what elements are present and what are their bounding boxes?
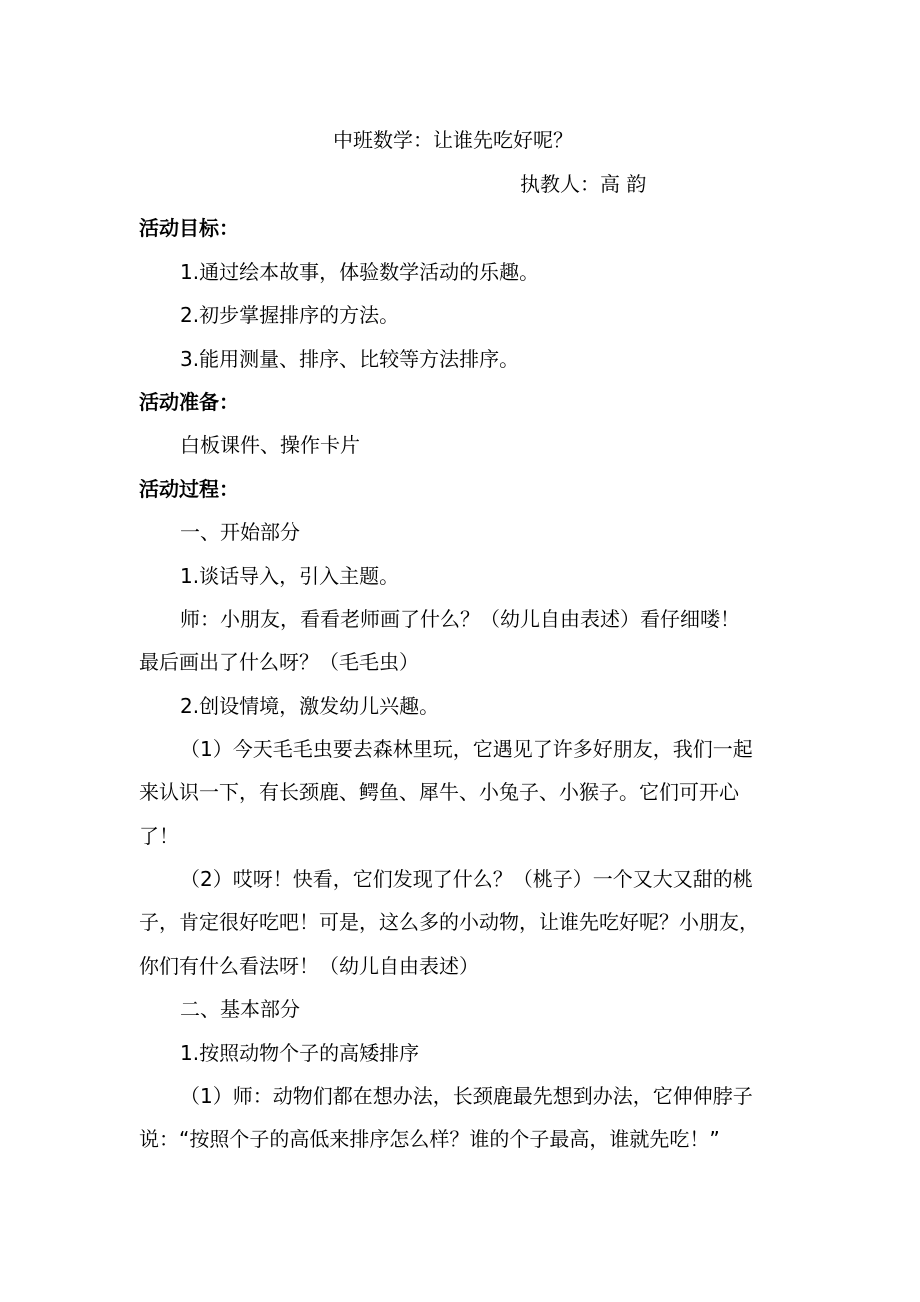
teacher-name: 执教人：高 韵 <box>520 172 647 196</box>
goal-item: 1.通过绘本故事，体验数学活动的乐趣。 <box>180 260 540 284</box>
step-heading: 2.创设情境，激发幼儿兴趣。 <box>180 694 440 718</box>
document-title: 中班数学：让谁先吃好呢？ <box>333 128 573 152</box>
paragraph-line: 师：小朋友，看看老师画了什么？（幼儿自由表述）看仔细喽！ <box>180 607 740 631</box>
section-heading: 一、开始部分 <box>180 520 300 544</box>
paragraph-line: 最后画出了什么呀？（毛毛虫） <box>139 650 419 674</box>
paragraph-line: （1）师：动物们都在想办法，长颈鹿最先想到办法，它伸伸脖子 <box>180 1084 753 1108</box>
goals-heading: 活动目标： <box>139 216 239 240</box>
process-heading: 活动过程： <box>139 477 239 501</box>
paragraph-line: 了！ <box>139 824 179 848</box>
prep-heading: 活动准备： <box>139 390 239 414</box>
paragraph-line: 子，肯定很好吃吧！可是，这么多的小动物，让谁先吃好呢？小朋友， <box>139 910 759 934</box>
goal-item: 2.初步掌握排序的方法。 <box>180 303 400 327</box>
step-heading: 1.谈话导入，引入主题。 <box>180 564 400 588</box>
paragraph-line: 来认识一下，有长颈鹿、鳄鱼、犀牛、小兔子、小猴子。它们可开心 <box>139 780 739 804</box>
prep-text: 白板课件、操作卡片 <box>180 433 360 457</box>
section-heading: 二、基本部分 <box>180 997 300 1021</box>
paragraph-line: （2）哎呀！快看，它们发现了什么？（桃子）一个又大又甜的桃 <box>180 867 753 891</box>
goal-item: 3.能用测量、排序、比较等方法排序。 <box>180 347 520 371</box>
paragraph-line: 你们有什么看法呀！（幼儿自由表述） <box>139 954 479 978</box>
paragraph-line: 说：“按照个子的高低来排序怎么样？谁的个子最高，谁就先吃！” <box>139 1127 720 1151</box>
step-heading: 1.按照动物个子的高矮排序 <box>180 1041 420 1065</box>
paragraph-line: （1）今天毛毛虫要去森林里玩，它遇见了许多好朋友，我们一起 <box>180 737 753 761</box>
